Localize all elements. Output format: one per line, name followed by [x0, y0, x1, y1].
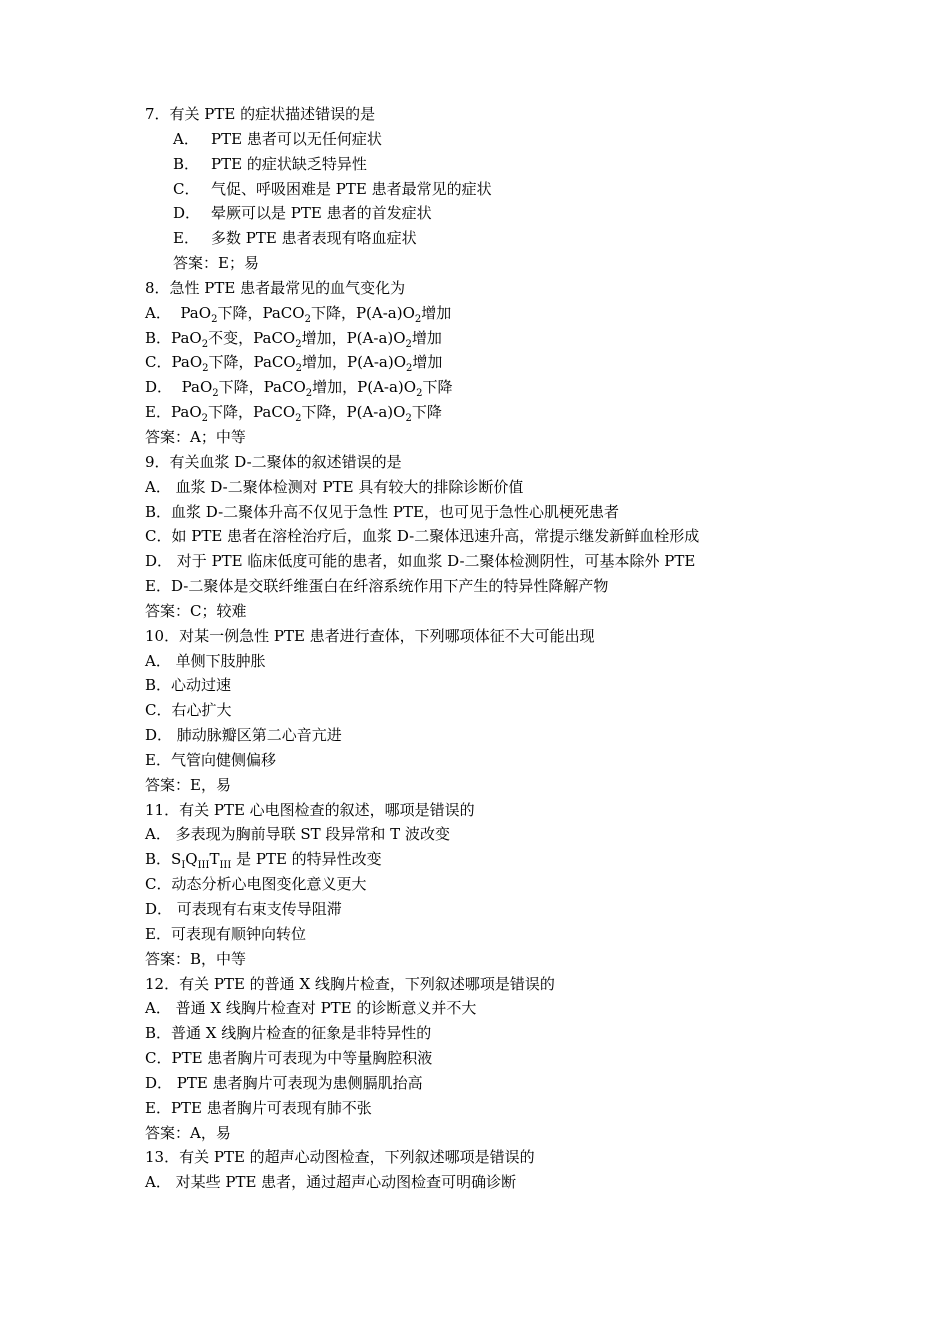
- option-text: 增加，P(A-a)O: [302, 353, 406, 372]
- option-label: C．: [145, 353, 172, 372]
- question-10-option-c: C．右心扩大: [145, 701, 232, 720]
- option-text: PTE 患者可以无任何症状: [211, 129, 382, 148]
- subscript: 2: [295, 338, 302, 350]
- question-12-option-b: B．普通 X 线胸片检查的征象是非特异性的: [145, 1024, 432, 1043]
- question-10-option-d: D． 肺动脉瓣区第二心音亢进: [145, 726, 342, 745]
- question-12-option-c: C．PTE 患者胸片可表现为中等量胸腔积液: [145, 1049, 433, 1068]
- question-13-option-a: A． 对某些 PTE 患者，通过超声心动图检查可明确诊断: [145, 1173, 517, 1192]
- option-label: A．: [173, 129, 199, 148]
- option-text: 下降，PaCO: [208, 403, 296, 422]
- subscript: III: [197, 860, 210, 872]
- question-9-option-a: A． 血浆 D-二聚体检测对 PTE 具有较大的排除诊断价值: [145, 477, 524, 496]
- option-text: 下降，P(A-a)O: [301, 403, 406, 422]
- question-11-answer: 答案：B，中等: [145, 949, 247, 968]
- subscript: 2: [406, 363, 413, 375]
- option-text: 下降: [411, 403, 442, 422]
- question-8-stem: 8．急性 PTE 患者最常见的血气变化为: [145, 278, 406, 297]
- subscript: 2: [211, 313, 218, 325]
- subscript: 2: [295, 363, 303, 375]
- option-text: 气促、呼吸困难是 PTE 患者最常见的症状: [211, 179, 492, 198]
- question-8-option-a: [145, 301, 825, 326]
- question-7-answer: 答案：E；易: [173, 254, 259, 273]
- question-12-option-e: E．PTE 患者胸片可表现有肺不张: [145, 1098, 372, 1117]
- option-text: 增加，P(A-a)O: [301, 328, 406, 347]
- question-8-option-c: [145, 350, 825, 375]
- question-list: [145, 102, 825, 1195]
- option-text: 晕厥可以是 PTE 患者的首发症状: [211, 204, 432, 223]
- question-7-option-a: [145, 127, 825, 152]
- question-7-option-b: [145, 152, 825, 177]
- question-11-option-b: [145, 847, 825, 872]
- subscript: 2: [414, 313, 422, 325]
- option-text: 下降，PaCO: [217, 303, 305, 322]
- option-text: PaO: [170, 403, 202, 422]
- subscript: 2: [201, 413, 208, 425]
- question-11-option-e: E．可表现有顺钟向转位: [145, 924, 306, 943]
- option-text: 下降，P(A-a)O: [310, 303, 415, 322]
- option-text: 增加: [411, 328, 442, 347]
- question-9-option-e: E．D-二聚体是交联纤维蛋白在纤溶系统作用下产生的特异性降解产物: [145, 577, 609, 596]
- question-10-answer: 答案：E，易: [145, 775, 231, 794]
- option-label: D．: [145, 378, 173, 397]
- option-text: 多数 PTE 患者表现有咯血症状: [211, 229, 417, 248]
- subscript: 2: [416, 388, 423, 400]
- question-8-option-d: [145, 375, 825, 400]
- subscript: 2: [405, 338, 412, 350]
- question-7-stem: 7．有关 PTE 的症状描述错误的是: [145, 105, 376, 123]
- option-text: PaO: [171, 328, 202, 347]
- question-12-stem: 12．有关 PTE 的普通 X 线胸片检查，下列叙述哪项是错误的: [145, 974, 555, 993]
- option-label: A．: [145, 303, 171, 322]
- subscript: 2: [304, 313, 311, 325]
- option-text: 增加: [421, 303, 452, 322]
- question-9-option-b: B．血浆 D-二聚体升高不仅见于急性 PTE，也可见于急性心肌梗死患者: [145, 502, 619, 521]
- option-text: 增加，P(A-a)O: [312, 378, 417, 397]
- subscript: I: [181, 860, 186, 872]
- option-text: B．S: [145, 850, 182, 869]
- question-11-option-d: D． 可表现有右束支传导阻滞: [145, 900, 342, 918]
- question-12-answer: 答案：A，易: [145, 1123, 231, 1142]
- question-7-option-d: [145, 201, 825, 226]
- question-10-option-a: A． 单侧下肢肿胀: [145, 651, 266, 670]
- question-9-option-c: C．如 PTE 患者在溶栓治疗后，血浆 D-二聚体迅速升高，常提示继发新鲜血栓形成: [145, 527, 700, 546]
- option-text: 下降: [422, 378, 453, 397]
- option-text: PaO: [171, 353, 203, 372]
- question-8-option-e: [145, 400, 825, 425]
- option-label: E．: [173, 229, 199, 248]
- question-10-stem: 10．对某一例急性 PTE 患者进行查体，下列哪项体征不大可能出现: [145, 626, 595, 645]
- question-9-answer: 答案：C；较难: [145, 601, 247, 620]
- option-text: 是 PTE 的特异性改变: [231, 850, 382, 869]
- subscript: 2: [212, 388, 219, 400]
- option-label: D．: [173, 204, 201, 223]
- option-label: C．: [173, 179, 200, 198]
- option-text: 下降，PaCO: [208, 353, 296, 372]
- subscript: III: [219, 860, 232, 872]
- question-10-option-e: E．气管向健侧偏移: [145, 750, 276, 769]
- question-9-stem: 9．有关血浆 D-二聚体的叙述错误的是: [145, 452, 402, 471]
- option-text: 增加: [412, 353, 443, 372]
- question-9-option-d: D． 对于 PTE 临床低度可能的患者，如血浆 D-二聚体检测阴性，可基本除外 PTE: [145, 552, 696, 571]
- option-label: B．: [145, 328, 172, 347]
- question-7-option-c: [145, 177, 825, 202]
- subscript: 2: [202, 363, 209, 375]
- option-text: Q: [185, 850, 198, 869]
- question-11-option-a: A． 多表现为胸前导联 ST 段异常和 T 波改变: [145, 825, 450, 844]
- question-13-stem: 13．有关 PTE 的超声心动图检查，下列叙述哪项是错误的: [145, 1148, 535, 1167]
- option-label: E．: [145, 403, 171, 422]
- option-text: 下降，PaCO: [218, 378, 306, 397]
- option-text: PaO: [181, 378, 213, 397]
- option-text: PaO: [180, 303, 212, 322]
- question-10-option-b: B．心动过速: [145, 676, 232, 695]
- subscript: 2: [295, 413, 302, 425]
- question-7-option-e: [145, 226, 825, 251]
- question-8-answer: 答案：A；中等: [145, 427, 246, 446]
- question-12-option-a: A． 普通 X 线胸片检查对 PTE 的诊断意义并不大: [145, 999, 477, 1018]
- subscript: 2: [405, 413, 412, 425]
- question-12-option-d: D． PTE 患者胸片可表现为患侧膈肌抬高: [145, 1073, 423, 1092]
- question-11-option-c: C．动态分析心电图变化意义更大: [145, 875, 367, 894]
- option-text: PTE 的症状缺乏特异性: [211, 154, 367, 173]
- subscript: 2: [201, 338, 209, 350]
- question-8-option-b: [145, 326, 825, 351]
- option-text: 不变，PaCO: [208, 328, 296, 347]
- option-text: T: [209, 850, 220, 869]
- question-11-stem: 11．有关 PTE 心电图检查的叙述，哪项是错误的: [145, 800, 475, 819]
- subscript: 2: [305, 388, 313, 400]
- option-label: B．: [173, 154, 200, 173]
